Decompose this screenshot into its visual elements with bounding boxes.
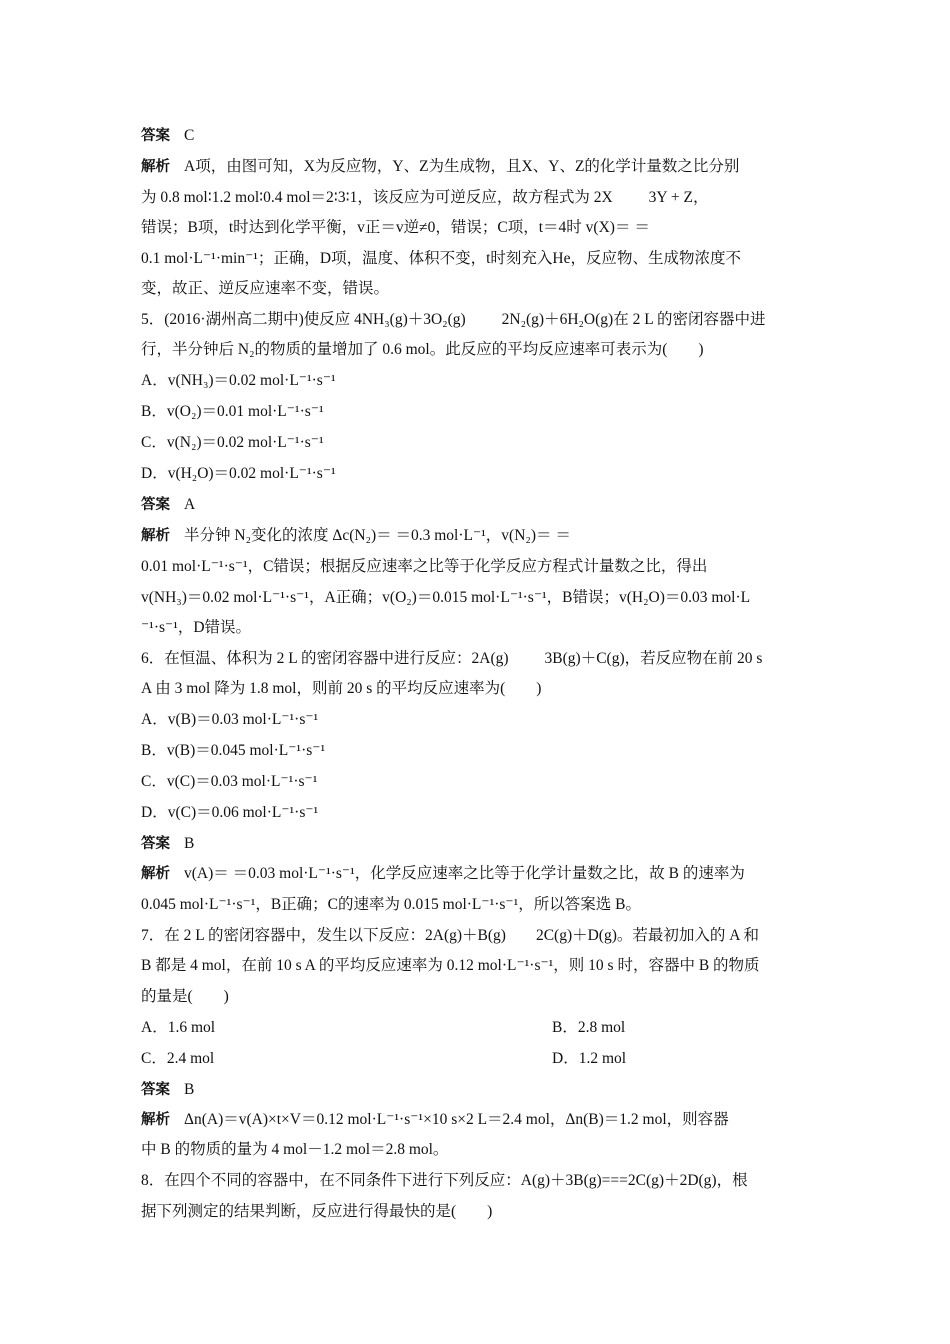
analysis-line: 解析 A项，由图可知，X为反应物，Y、Z为生成物，且X、Y、Z的化学计量数之比分别 [141,158,740,175]
question-7-stem: 的量是( ) [141,988,229,1005]
option-b: B．v(B)＝0.045 mol·L⁻¹·s⁻¹ [141,742,326,759]
option-b: B．2.8 mol [552,1019,626,1036]
text-line: 为 0.8 mol∶1.2 mol∶0.4 mol＝2∶3∶1，该反应为可逆反应，故方程式为 2X 3Y + Z， [141,189,709,206]
text-line: ⁻¹·s⁻¹，D错误。 [141,619,252,636]
text-line: 0.045 mol·L⁻¹·s⁻¹，B正确；C的速率为 0.015 mol·L⁻¹·s⁻¹，所以答案选 B。 [141,896,641,913]
text-line: 0.1 mol·L⁻¹·min⁻¹；正确，D项，温度、体积不变，t时刻充入He，反应物、生成物浓度不 [141,250,741,267]
option-a: A．v(NH₃)＝0.02 mol·L⁻¹·s⁻¹ [141,372,336,389]
question-6-stem: 6．在恒温、体积为 2 L 的密闭容器中进行反应：2A(g) 3B(g)＋C(g)，若反应物在前 20 s [141,650,763,667]
text-line: v(NH₃)＝0.02 mol·L⁻¹·s⁻¹，A正确；v(O₂)＝0.015 mol·L⁻¹·s⁻¹，B错误；v(H₂O)＝0.03 mol·L [141,589,751,606]
option-a: A．v(B)＝0.03 mol·L⁻¹·s⁻¹ [141,711,319,728]
option-c: C．v(N₂)＝0.02 mol·L⁻¹·s⁻¹ [141,434,324,451]
answer-line: 答案 A [141,496,196,513]
text-line: 变，故正、逆反应速率不变，错误。 [141,280,390,297]
option-d: D．1.2 mol [552,1050,627,1067]
question-6-stem: A 由 3 mol 降为 1.8 mol，则前 20 s 的平均反应速率为( ) [141,680,542,697]
option-c: C．v(C)＝0.03 mol·L⁻¹·s⁻¹ [141,773,318,790]
question-7-stem: B 都是 4 mol，在前 10 s A 的平均反应速率为 0.12 mol·L⁻¹·s⁻¹，则 10 s 时，容器中 B 的物质 [141,957,760,974]
question-7-stem: 7．在 2 L 的密闭容器中，发生以下反应：2A(g)＋B(g) 2C(g)＋D(g)。若最初加入的 A 和 [141,927,759,944]
option-d: D．v(C)＝0.06 mol·L⁻¹·s⁻¹ [141,804,319,821]
option-d: D．v(H₂O)＝0.02 mol·L⁻¹·s⁻¹ [141,465,336,482]
question-8-stem: 8．在四个不同的容器中，在不同条件下进行下列反应：A(g)＋3B(g)===2C(g)＋2D(g)，根 [141,1172,748,1189]
option-a: A．1.6 mol [141,1019,216,1036]
option-row [141,1049,816,1069]
answer-line: 答案 B [141,1081,195,1098]
answer-line: 答案 B [141,835,195,852]
analysis-line: 解析 v(A)＝ ＝0.03 mol·L⁻¹·s⁻¹，化学反应速率之比等于化学计量数之比，故 B 的速率为 [141,865,745,882]
answer-line: 答案 C [141,127,195,144]
question-8-stem: 据下列测定的结果判断，反应进行得最快的是( ) [141,1203,493,1220]
option-c: C．2.4 mol [141,1050,215,1067]
question-5-stem: 行，半分钟后 N₂的物质的量增加了 0.6 mol。此反应的平均反应速率可表示为( ) [141,341,704,358]
option-b: B．v(O₂)＝0.01 mol·L⁻¹·s⁻¹ [141,403,324,420]
analysis-line: 解析 Δn(A)＝v(A)×t×V＝0.12 mol·L⁻¹·s⁻¹×10 s×2 L＝2.4 mol，Δn(B)＝1.2 mol，则容器 [141,1111,729,1128]
text-line: 中 B 的物质的量为 4 mol－1.2 mol＝2.8 mol。 [141,1141,449,1158]
text-line: 错误；B项，t时达到化学平衡，v正＝v逆≠0，错误；C项，t＝4时 v(X)＝ ＝ [141,219,650,236]
question-5-stem: 5．(2016·湖州高二期中)使反应 4NH₃(g)＋3O₂(g) 2N₂(g)＋6H₂O(g)在 2 L 的密闭容器中进 [141,311,766,328]
analysis-line: 解析 半分钟 N₂变化的浓度 Δc(N₂)＝ ＝0.3 mol·L⁻¹，v(N₂)＝ ＝ [141,527,571,544]
option-row [141,1018,816,1038]
text-line: 0.01 mol·L⁻¹·s⁻¹，C错误；根据反应速率之比等于化学反应方程式计量数之比，得出 [141,558,708,575]
